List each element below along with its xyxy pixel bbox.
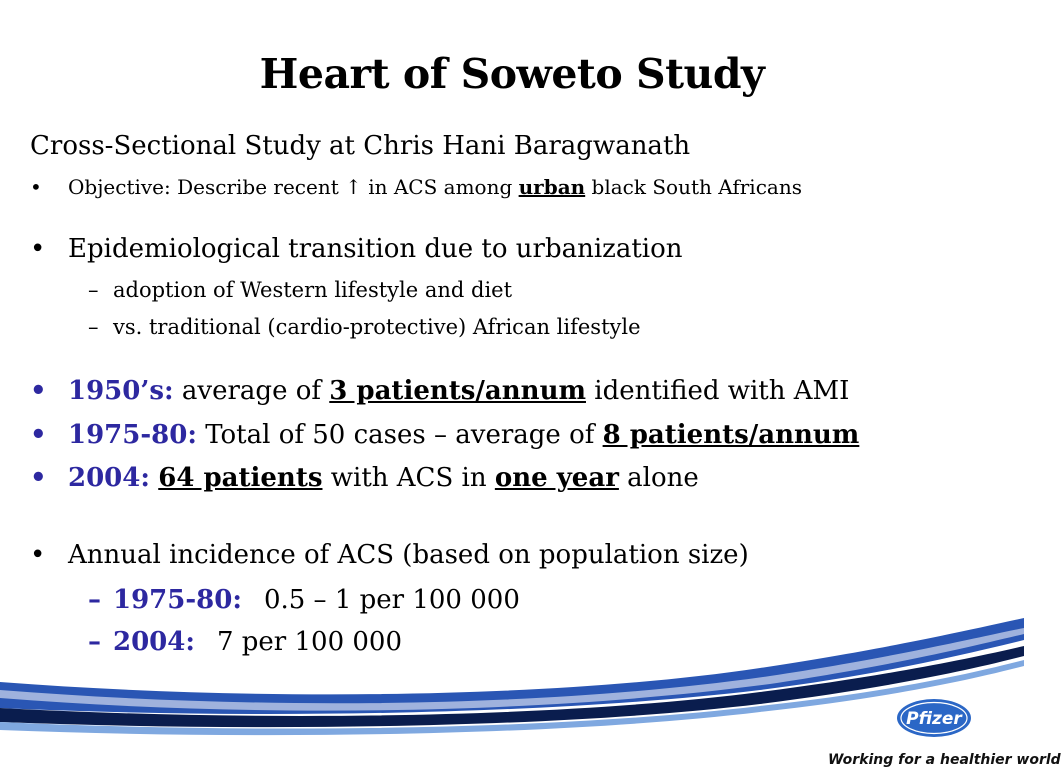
bullet-emphasis: 8 patients/annum: [602, 420, 860, 450]
bullet-marker: •: [30, 420, 47, 450]
year-label: 2004:: [113, 627, 195, 657]
slide-title: Heart of Soweto Study: [259, 50, 765, 98]
bullet-marker: •: [30, 175, 42, 199]
pfizer-logo-icon: [895, 697, 973, 739]
incidence-bullet: Annual incidence of ACS (based on population size): [68, 540, 749, 570]
objective-text: Objective: Describe recent ↑ in ACS among: [68, 175, 519, 199]
incidence-value: 7 per 100 000: [216, 627, 403, 657]
bullet-text: identified with AMI: [585, 376, 850, 406]
bullet-1975-80: [68, 420, 859, 450]
transition-sub-item: adoption of Western lifestyle and diet: [113, 278, 513, 302]
bullet-marker: •: [30, 234, 46, 264]
bullet-marker: •: [30, 463, 47, 493]
dash-marker: –: [88, 627, 101, 657]
logo-wordmark: Pfizer: [906, 709, 962, 729]
objective-suffix: black South Africans: [585, 175, 802, 199]
bullet-text: average of: [173, 376, 330, 406]
bullet-text: alone: [618, 463, 699, 493]
bullet-emphasis: 64 patients: [158, 463, 323, 493]
dash-marker: –: [88, 585, 101, 615]
bullet-1950s: [68, 376, 849, 406]
footer-tagline: Working for a healthier world: [828, 752, 1061, 768]
year-label: 1975-80:: [113, 585, 242, 615]
bullet-text: with ACS in: [322, 463, 495, 493]
year-label: 1950’s:: [68, 376, 174, 406]
year-label: 2004:: [68, 463, 150, 493]
dash-marker: –: [88, 278, 99, 302]
bullet-marker: •: [30, 376, 47, 406]
objective-bullet: [68, 175, 802, 199]
objective-emphasis: urban: [518, 175, 586, 199]
transition-sub-item: vs. traditional (cardio-protective) African lifestyle: [113, 315, 641, 339]
year-label: 1975-80:: [68, 420, 197, 450]
study-subtitle: Cross-Sectional Study at Chris Hani Baragwanath: [30, 131, 691, 161]
bullet-2004: [68, 463, 699, 493]
bullet-text: Total of 50 cases – average of: [196, 420, 603, 450]
bullet-emphasis: 3 patients/annum: [329, 376, 586, 406]
dash-marker: –: [88, 315, 99, 339]
bullet-marker: •: [30, 540, 46, 570]
footer-wave: [0, 610, 1024, 768]
transition-bullet: Epidemiological transition due to urbanization: [68, 234, 683, 264]
incidence-value: 0.5 – 1 per 100 000: [263, 585, 520, 615]
bullet-emphasis: one year: [494, 463, 619, 493]
